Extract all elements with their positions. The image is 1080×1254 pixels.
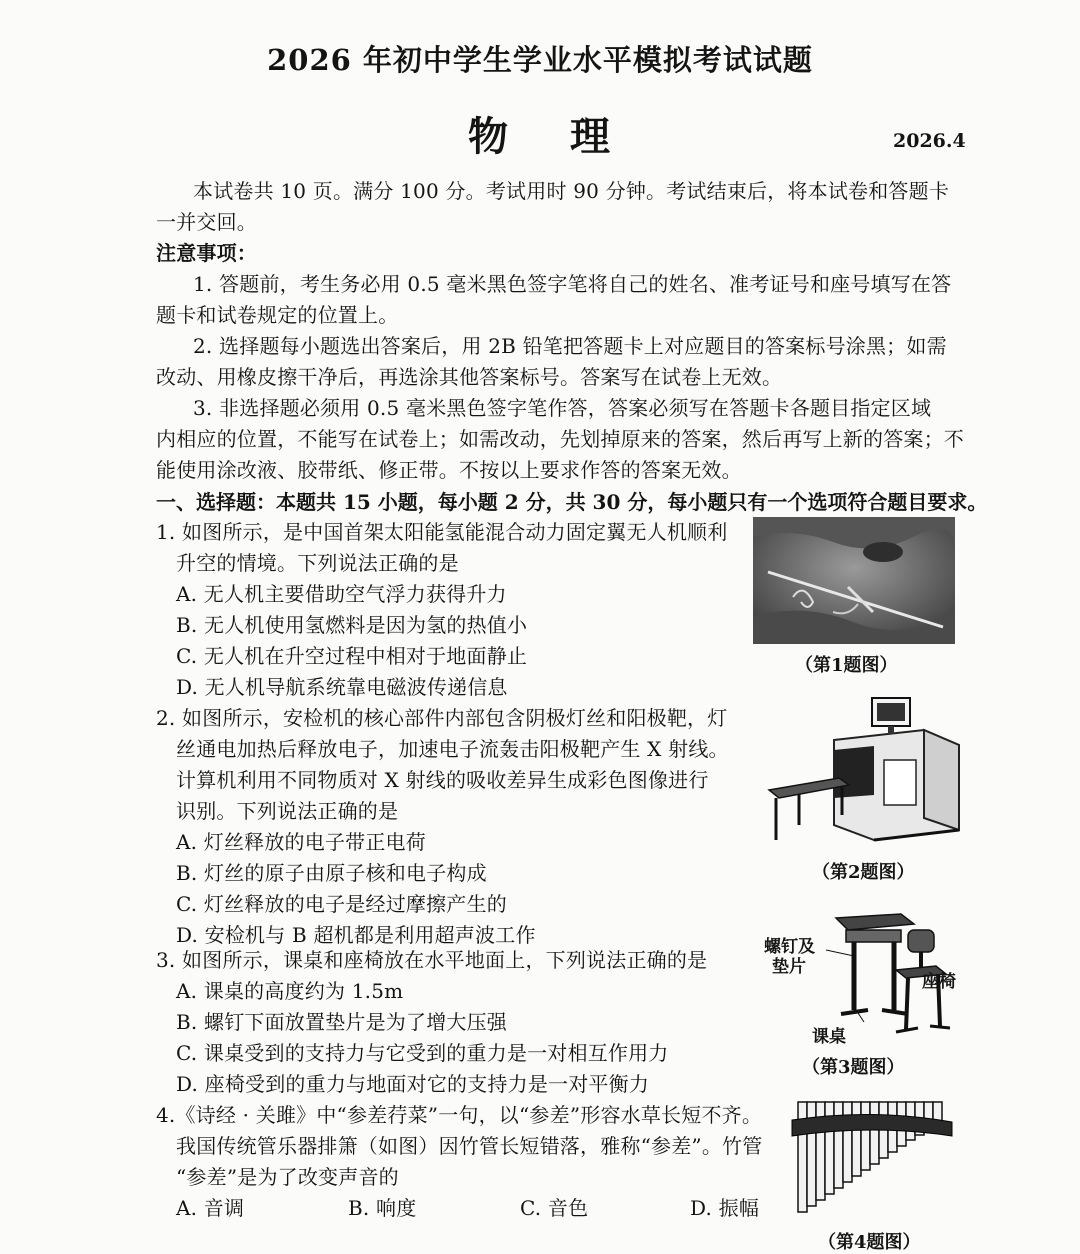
note-2-line-1: 2. 选择题每小题选出答案后，用 2B 铅笔把答题卡上对应题目的答案标号涂黑；如需 xyxy=(193,334,947,358)
q3-label-desk: 课桌 xyxy=(812,1027,846,1047)
q2-figure-security-scanner xyxy=(764,690,964,850)
note-3-line-1: 3. 非选择题必须用 0.5 毫米黑色签字笔作答，答案必须写在答题卡各题目指定区域 xyxy=(193,396,932,420)
q1-figure-drone-photo xyxy=(753,517,955,644)
exam-title: 2026 年初中学生学业水平模拟考试试题 xyxy=(267,43,813,77)
q3-caption: （第3题图） xyxy=(802,1057,905,1078)
intro-line-1: 本试卷共 10 页。满分 100 分。考试用时 90 分钟。考试结束后，将本试卷和答题卡 xyxy=(193,179,950,203)
q3-option-c: C. 课桌受到的支持力与它受到的重力是一对相互作用力 xyxy=(176,1041,669,1065)
q3-label-chair: 座椅 xyxy=(922,972,956,992)
q1-stem-2: 升空的情境。下列说法正确的是 xyxy=(176,551,459,575)
q4-stem-1: 4.《诗经 · 关雎》中“参差荇菜”一句，以“参差”形容水草长短不齐。 xyxy=(156,1103,763,1127)
note-3-line-3: 能使用涂改液、胶带纸、修正带。不按以上要求作答的答案无效。 xyxy=(156,458,742,482)
q1-option-d: D. 无人机导航系统靠电磁波传递信息 xyxy=(176,675,508,699)
q4-option-b: B. 响度 xyxy=(348,1196,417,1220)
q2-option-a: A. 灯丝释放的电子带正电荷 xyxy=(176,830,426,854)
q2-option-c: C. 灯丝释放的电子是经过摩擦产生的 xyxy=(176,892,507,916)
note-2-line-2: 改动、用橡皮擦干净后，再选涂其他答案标号。答案写在试卷上无效。 xyxy=(156,365,783,389)
q2-option-d: D. 安检机与 B 超机都是利用超声波工作 xyxy=(176,923,536,947)
notes-heading: 注意事项： xyxy=(156,241,257,265)
q1-option-b: B. 无人机使用氢燃料是因为氢的热值小 xyxy=(176,613,528,637)
note-3-line-2: 内相应的位置，不能写在试卷上；如需改动，先划掉原来的答案，然后再写上新的答案；不 xyxy=(156,427,964,451)
q3-option-d: D. 座椅受到的重力与地面对它的支持力是一对平衡力 xyxy=(176,1072,650,1096)
q4-option-a: A. 音调 xyxy=(176,1196,245,1220)
exam-date: 2026.4 xyxy=(893,130,966,152)
q3-stem-1: 3. 如图所示，课桌和座椅放在水平地面上，下列说法正确的是 xyxy=(156,948,708,972)
q2-stem-3: 计算机利用不同物质对 X 射线的吸收差异生成彩色图像进行 xyxy=(176,768,709,792)
section-1-heading: 一、选择题：本题共 15 小题，每小题 2 分，共 30 分，每小题只有一个选项符合题目要求。 xyxy=(156,490,988,514)
q4-option-d: D. 振幅 xyxy=(690,1196,760,1220)
q2-caption: （第2题图） xyxy=(812,862,915,883)
q4-option-c: C. 音色 xyxy=(520,1196,589,1220)
q4-stem-2: 我国传统管乐器排箫（如图）因竹管长短错落，雅称“参差”。竹管 xyxy=(176,1134,763,1158)
note-1-line-2: 题卡和试卷规定的位置上。 xyxy=(156,303,399,327)
q4-caption: （第4题图） xyxy=(818,1232,921,1253)
q2-stem-1: 2. 如图所示，安检机的核心部件内部包含阴极灯丝和阳极靶，灯 xyxy=(156,706,728,730)
note-1-line-1: 1. 答题前，考生务必用 0.5 毫米黑色签字笔将自己的姓名、准考证号和座号填写在答 xyxy=(193,272,952,296)
q4-figure-panpipes xyxy=(788,1096,958,1222)
q4-stem-3: “参差”是为了改变声音的 xyxy=(176,1165,399,1189)
intro-line-2: 一并交回。 xyxy=(156,210,257,234)
q1-option-c: C. 无人机在升空过程中相对于地面静止 xyxy=(176,644,528,668)
q1-stem-1: 1. 如图所示，是中国首架太阳能氢能混合动力固定翼无人机顺利 xyxy=(156,520,728,544)
q1-caption: （第1题图） xyxy=(795,655,898,676)
q3-label-screw-2: 垫片 xyxy=(772,957,806,977)
q2-stem-4: 识别。下列说法正确的是 xyxy=(176,799,399,823)
q3-option-b: B. 螺钉下面放置垫片是为了增大压强 xyxy=(176,1010,508,1034)
q2-option-b: B. 灯丝的原子由原子核和电子构成 xyxy=(176,861,487,885)
q3-label-screw-1: 螺钉及 xyxy=(764,937,815,957)
q3-option-a: A. 课桌的高度约为 1.5m xyxy=(176,979,404,1003)
q2-stem-2: 丝通电加热后释放电子，加速电子流轰击阳极靶产生 X 射线。 xyxy=(176,737,729,761)
subject-title: 物理 xyxy=(468,113,672,160)
q1-option-a: A. 无人机主要借助空气浮力获得升力 xyxy=(176,582,507,606)
